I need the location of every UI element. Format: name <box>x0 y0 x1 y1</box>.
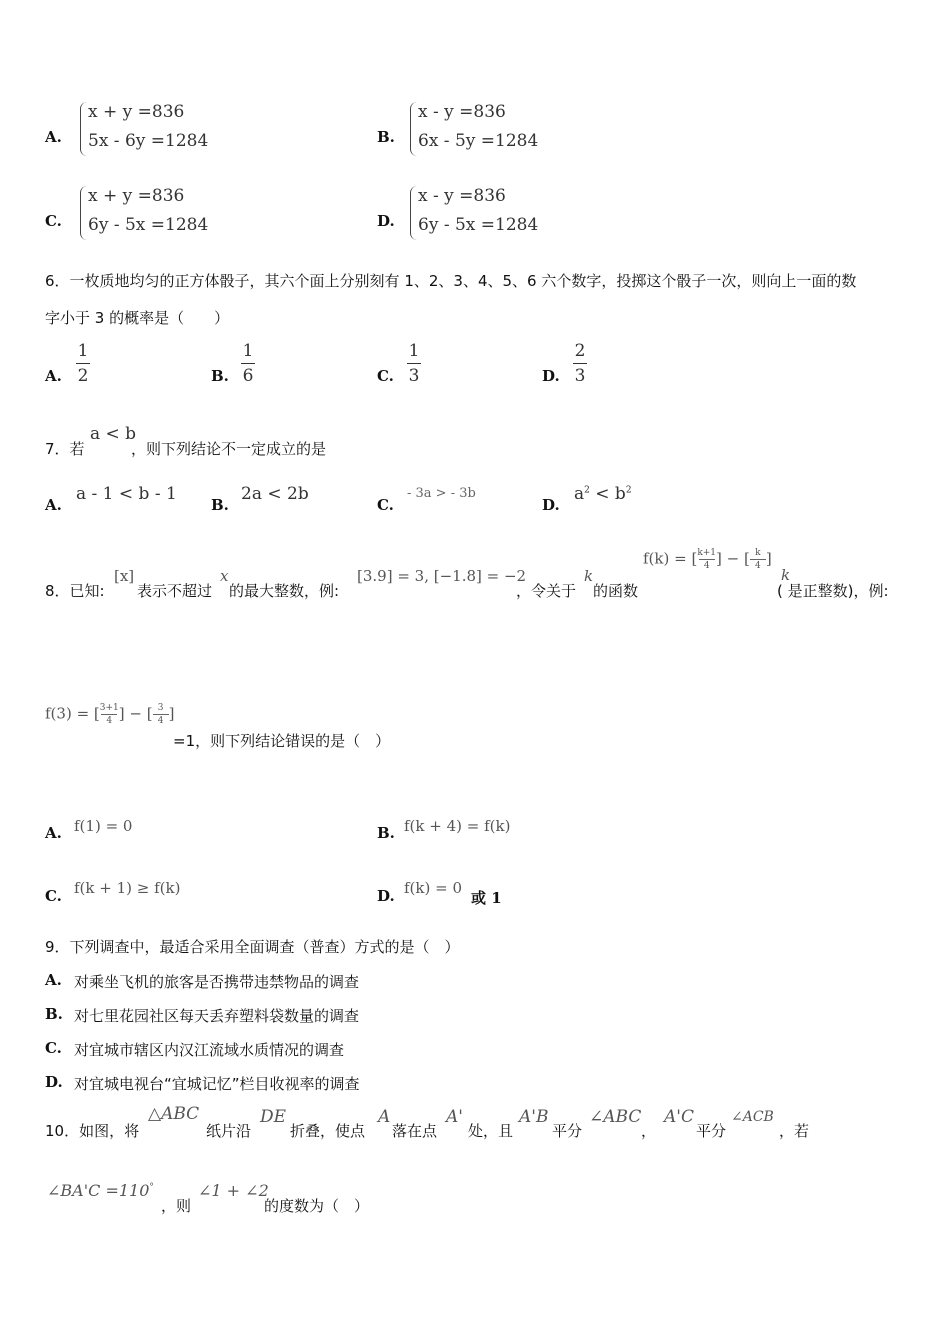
option-label: D. <box>542 367 560 385</box>
stem-text: ( 是正整数)，例: <box>777 582 889 600</box>
equation: 6y - 5x =1284 <box>418 215 539 235</box>
angle-acb: ∠ACB <box>731 1109 774 1125</box>
option-suffix: 或 1 <box>471 889 502 907</box>
function-example: f(3) = [ $\frac{3+1}{4}$ ] − [ $\frac{3}{4}$ ] <box>45 703 175 726</box>
stem-text: ，令关于 <box>516 582 577 600</box>
option-label: B. <box>377 824 395 842</box>
option-text: 对乘坐飞机的旅客是否携带违禁物品的调查 <box>74 973 360 991</box>
option-label: A. <box>45 496 62 514</box>
stem-text: 10．如图，将 <box>45 1122 140 1140</box>
option-label: B. <box>45 1005 63 1023</box>
option-text: 对七里花园社区每天丢弃塑料袋数量的调查 <box>74 1007 360 1025</box>
stem-text: 落在点 <box>392 1122 438 1140</box>
option-label: C. <box>377 367 394 385</box>
option-text: 对宜城市辖区内汉江流域水质情况的调查 <box>74 1041 345 1059</box>
angle-abc: ∠ABC <box>589 1107 642 1127</box>
expression: f(1) = 0 <box>74 817 133 835</box>
fraction <box>573 341 587 386</box>
stem-text: 的最大整数，例: <box>229 582 340 600</box>
denominator: 6 <box>242 366 254 386</box>
option-label: A. <box>45 128 62 146</box>
option-label: D. <box>377 212 395 230</box>
equation: x + y =836 <box>88 186 185 206</box>
option-label: D. <box>377 887 395 905</box>
option-label: B. <box>211 367 229 385</box>
option-label: A. <box>45 367 62 385</box>
equation: x - y =836 <box>418 102 506 122</box>
equation: x + y =836 <box>88 102 185 122</box>
stem-text: 表示不超过 <box>137 582 213 600</box>
fraction <box>407 341 421 386</box>
stem-text: ，则 <box>161 1197 192 1215</box>
expression: f(k + 4) = f(k) <box>404 817 511 835</box>
brace <box>410 186 417 240</box>
stem-text: 平分 <box>696 1122 727 1140</box>
stem-text: ，若 <box>779 1122 810 1140</box>
expression: f(k) = 0 <box>404 879 462 897</box>
segment-ab: A'B <box>519 1107 549 1127</box>
q6-stem-line2: 字小于 3 的概率是（ ） <box>45 309 230 327</box>
stem-text: =1，则下列结论错误的是（ ） <box>173 732 391 750</box>
denominator: 2 <box>77 366 89 386</box>
numerator: 2 <box>574 341 586 361</box>
option-label: A. <box>45 824 62 842</box>
stem-text: 折叠，使点 <box>290 1122 366 1140</box>
segment-de: DE <box>260 1107 287 1127</box>
q9-stem: 9．下列调查中，最适合采用全面调查（普查）方式的是（ ） <box>45 938 460 956</box>
numerator: 1 <box>242 341 254 361</box>
brace <box>80 186 87 240</box>
numerator: 1 <box>77 341 89 361</box>
floor-notation: [x] <box>114 567 135 585</box>
segment-ac: A'C <box>664 1107 694 1127</box>
option-text: 对宜城电视台“宜城记忆”栏目收视率的调查 <box>74 1075 360 1093</box>
equation: 5x - 6y =1284 <box>88 131 209 151</box>
angle-sum: ∠1 + ∠2 <box>198 1181 269 1200</box>
expression: 2a < 2b <box>241 484 309 504</box>
option-label: D. <box>542 496 560 514</box>
fraction <box>241 341 255 386</box>
numerator: 1 <box>408 341 420 361</box>
option-label: C. <box>377 496 394 514</box>
denominator: 3 <box>408 366 420 386</box>
example: [3.9] = 3, [−1.8] = −2 <box>357 567 527 585</box>
stem-text: ，则下列结论不一定成立的是 <box>131 440 327 458</box>
stem-text: 处，且 <box>468 1122 514 1140</box>
point-a-prime: A' <box>446 1107 463 1127</box>
option-label: B. <box>211 496 229 514</box>
equation: 6x - 5y =1284 <box>418 131 539 151</box>
condition: a < b <box>90 424 137 444</box>
angle-given: ∠BA'C =110° <box>47 1181 154 1200</box>
expression: $a^2 < b^2$ <box>574 484 632 504</box>
variable-k: k <box>781 566 791 584</box>
stem-text: 的函数 <box>593 582 639 600</box>
brace <box>410 102 417 156</box>
expression: a - 1 < b - 1 <box>76 484 177 504</box>
stem-text: 平分 <box>552 1122 583 1140</box>
option-label: C. <box>45 887 62 905</box>
option-label: C. <box>45 1039 62 1057</box>
stem-text: ， <box>641 1122 657 1140</box>
expression: - 3a > - 3b <box>407 486 476 501</box>
expression: f(k + 1) ≥ f(k) <box>74 879 181 897</box>
variable-k: k <box>584 567 594 585</box>
denominator: 3 <box>574 366 586 386</box>
equation: 6y - 5x =1284 <box>88 215 209 235</box>
equation: x - y =836 <box>418 186 506 206</box>
stem-text: 的度数为（ ） <box>264 1197 370 1215</box>
stem-text: 8．已知: <box>45 582 105 600</box>
triangle-abc: △ABC <box>148 1104 200 1124</box>
q6-stem-line1: 6．一枚质地均匀的正方体骰子，其六个面上分别刻有 1、2、3、4、5、6 六个数字，投掷这个骰子一次，则向上一面的数 <box>45 272 857 290</box>
option-label: A. <box>45 971 62 989</box>
stem-text: 7．若 <box>45 440 85 458</box>
stem-text: 纸片沿 <box>206 1122 252 1140</box>
brace <box>80 102 87 156</box>
variable-x: x <box>220 567 229 585</box>
point-a: A <box>378 1107 391 1127</box>
option-label: B. <box>377 128 395 146</box>
option-label: D. <box>45 1073 63 1091</box>
fraction <box>76 341 90 386</box>
function-definition: f(k) = [ $\frac{k+1}{4}$ ] − [ $\frac{k}{4}$ ] <box>643 548 772 571</box>
option-label: C. <box>45 212 62 230</box>
